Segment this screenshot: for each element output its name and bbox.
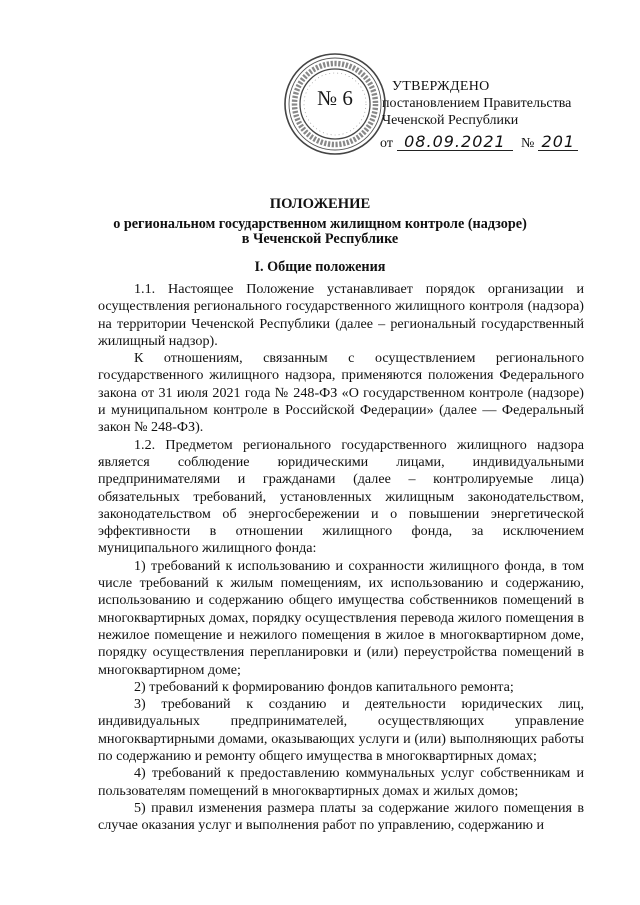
- paragraph: 1.2. Предметом регионального государственного жилищного надзора является соблюдение юридическими лицами, индивидуальными предпринимателями и гражданами (далее – контролируемые лица) обязательных требований, установленных жилищным законодательством, законодательством об энергосбережении и о повышении энергетической эффективности в отношении жилищного фонда, за исключением муниципального жилищного фонда:: [98, 436, 584, 557]
- list-item: 4) требований к предоставлению коммунальных услуг собственникам и пользователям помещений в многоквартирных домах и жилых домов;: [98, 765, 584, 799]
- approval-number: 201: [538, 133, 578, 151]
- list-item: 1) требований к использованию и сохранности жилищного фонда, в том числе требований к жилым помещениям, их использованию и содержанию, использованию и содержанию общего имущества собственников помещений в многоквартирных домах, порядку осуществления перевода жилого помещения в нежилое помещение и нежилого помещения в жилое в многоквартирном доме, порядку осуществления перепланировки и (или) переустройства помещений в многоквартирном доме;: [98, 557, 584, 678]
- approval-line-2: постановлением Правительства: [382, 96, 572, 111]
- document-subtitle-line-1: о региональном государственном жилищном контроле (надзоре): [113, 216, 527, 232]
- approval-date: 08.09.2021: [397, 133, 513, 151]
- approval-heading: УТВЕРЖДЕНО: [392, 79, 490, 94]
- official-seal: [283, 52, 387, 156]
- approval-line-3: Чеченской Республики: [382, 113, 519, 128]
- seal-number: № 6: [317, 86, 353, 110]
- list-item: 3) требований к созданию и деятельности юридических лиц, индивидуальных предпринимателей, осуществляющих управление многоквартирными домами, оказывающих услуги и (или) выполняющих работы по содержанию и ремонту общего имущества в многоквартирных домах;: [98, 696, 584, 765]
- document-subtitle-line-2: в Чеченской Республике: [241, 231, 399, 247]
- section-heading: I. Общие положения: [254, 259, 386, 275]
- paragraph: 1.1. Настоящее Положение устанавливает порядок организации и осуществления регионального государственного жилищного контроля (надзора) на территории Чеченской Республики (далее – региональный государственный жилищный надзор).: [98, 281, 584, 349]
- paragraph: К отношениям, связанным с осуществлением регионального государственного жилищного надзора, применяются положения Федерального закона от 31 июля 2021 года № 248-ФЗ «О государственном контроле (надзоре) и муниципальном контроле в Российской Федерации» (далее — Федеральный закон № 248-ФЗ).: [98, 350, 584, 436]
- date-prefix: от: [380, 136, 393, 151]
- list-item: 5) правил изменения размера платы за содержание жилого помещения в случае оказания услуг и выполнения работ по управлению, содержанию и: [98, 799, 584, 834]
- approval-block: [380, 78, 578, 152]
- document-body: [98, 281, 584, 835]
- document-title: ПОЛОЖЕНИЕ: [269, 196, 371, 212]
- list-item: 2) требований к формированию фондов капитального ремонта;: [134, 678, 514, 695]
- number-label: №: [520, 136, 535, 151]
- approval-date-line: [380, 133, 578, 152]
